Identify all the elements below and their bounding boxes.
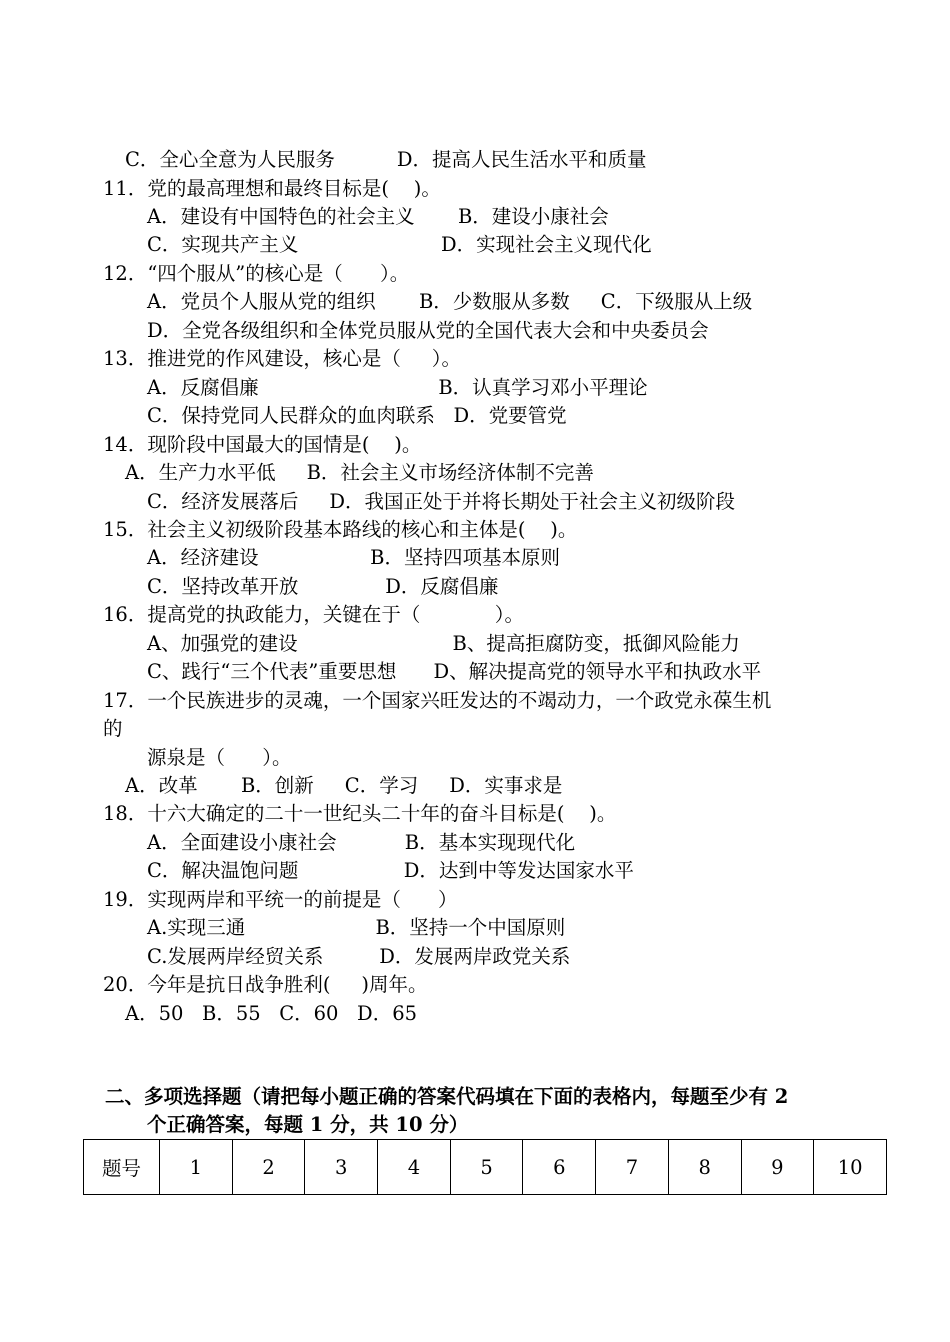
option-line: A．50 B．55 C．60 D．65 [125,1002,418,1025]
answer-table-number-cell: 10 [814,1140,887,1195]
question-line: 20．今年是抗日战争胜利( )周年。 [103,973,428,996]
option-line: A．生产力水平低 B．社会主义市场经济体制不完善 [125,461,594,484]
option-line: C．实现共产主义 D．实现社会主义现代化 [147,233,652,256]
option-line: A．改革 B．创新 C．学习 D．实事求是 [125,774,563,797]
option-line: A．经济建设 B．坚持四项基本原则 [147,546,560,569]
answer-table [83,1139,887,1195]
option-line: C、践行“三个代表”重要思想 D、解决提高党的领导水平和执政水平 [147,660,762,683]
section-heading-line-2: 个正确答案，每题 1 分，共 10 分） [147,1113,469,1136]
answer-table-number-cell: 9 [741,1140,814,1195]
answer-table-number-cell: 4 [378,1140,451,1195]
option-line: A.实现三通 B．坚持一个中国原则 [147,916,566,939]
answer-table-number-cell: 2 [232,1140,305,1195]
option-line: C．解决温饱问题 D．达到中等发达国家水平 [147,859,634,882]
answer-table-number-cell: 8 [668,1140,741,1195]
option-line: A、加强党的建设 B、提高拒腐防变，抵御风险能力 [147,632,740,655]
option-line: A．全面建设小康社会 B．基本实现现代化 [147,831,576,854]
question-line: 16．提高党的执政能力，关键在于（ ）。 [103,603,524,626]
question-line: 19．实现两岸和平统一的前提是（ ） [103,888,458,911]
option-line: C.发展两岸经贸关系 D．发展两岸政党关系 [147,945,571,968]
option-line: A．建设有中国特色的社会主义 B．建设小康社会 [147,205,609,228]
option-line: A．反腐倡廉 B．认真学习邓小平理论 [147,376,648,399]
section-heading-line-1: 二、多项选择题（请把每小题正确的答案代码填在下面的表格内，每题至少有 2 [105,1085,789,1108]
question-line: 17．一个民族进步的灵魂，一个国家兴旺发达的不竭动力，一个政党永葆生机 [103,689,772,712]
option-line: A．党员个人服从党的组织 B．少数服从多数 C．下级服从上级 [147,290,753,313]
answer-table-row [84,1140,887,1195]
answer-table-number-cell: 3 [305,1140,378,1195]
answer-table-number-cell: 7 [596,1140,669,1195]
answer-table-number-cell: 1 [160,1140,233,1195]
option-line: C．坚持改革开放 D．反腐倡廉 [147,575,499,598]
option-line: C．经济发展落后 D．我国正处于并将长期处于社会主义初级阶段 [147,490,736,513]
option-line: C．保持党同人民群众的血肉联系 D．党要管党 [147,404,567,427]
question-line: 13．推进党的作风建设，核心是（ ）。 [103,347,462,370]
question-line: 14．现阶段中国最大的国情是( )。 [103,433,422,456]
option-line: C．全心全意为人民服务 D．提高人民生活水平和质量 [125,148,647,171]
question-line: 11．党的最高理想和最终目标是( )。 [103,177,441,200]
question-line: 15．社会主义初级阶段基本路线的核心和主体是( )。 [103,518,578,541]
question-line-continued: 源泉是（ ）。 [147,746,292,769]
answer-table-number-cell: 5 [450,1140,523,1195]
option-line: D．全党各级组织和全体党员服从党的全国代表大会和中央委员会 [147,319,709,342]
answer-table-header-cell: 题号 [84,1140,160,1195]
answer-table-number-cell: 6 [523,1140,596,1195]
question-line: 12．“四个服从”的核心是（ ）。 [103,262,410,285]
question-line: 18．十六大确定的二十一世纪头二十年的奋斗目标是( )。 [103,802,617,825]
question-line-continued: 的 [103,717,123,740]
